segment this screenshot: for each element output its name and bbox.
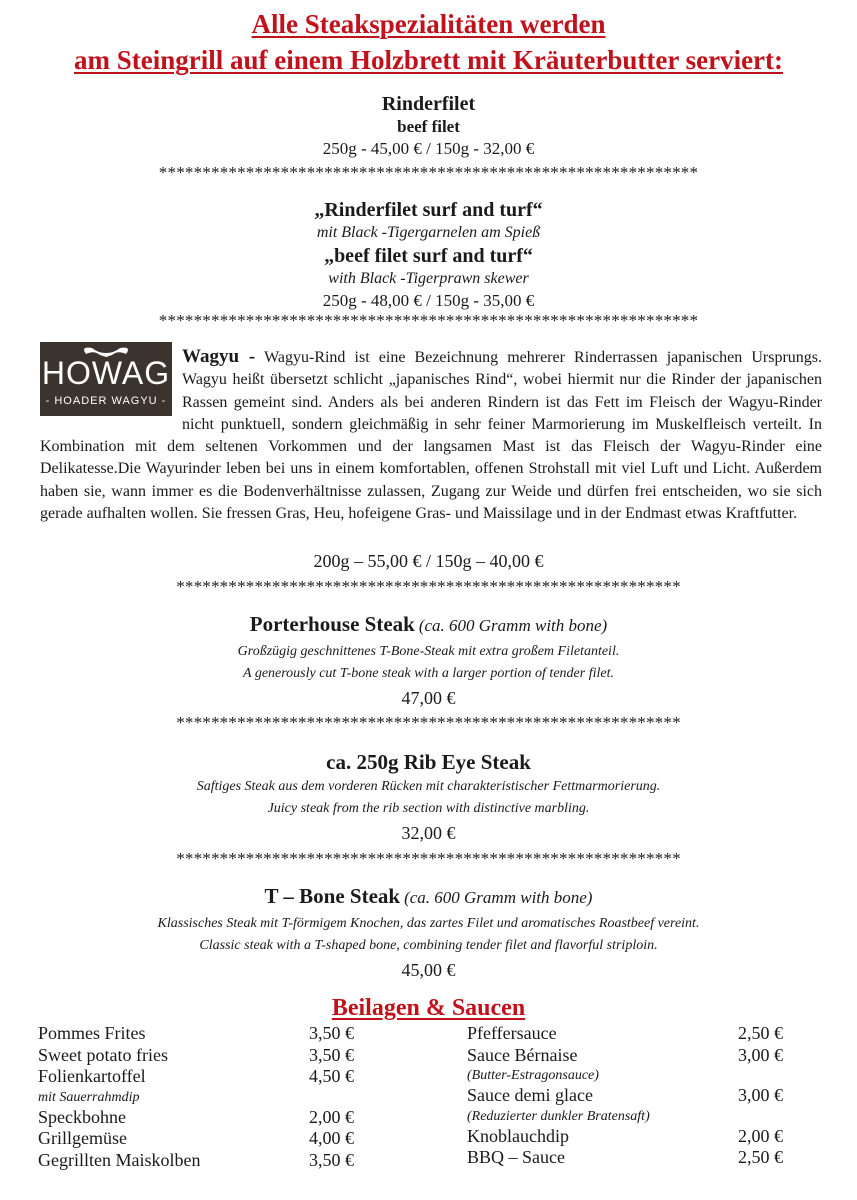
side-item-name: (Reduzierter dunkler Bratensaft) (467, 1108, 650, 1124)
item-desc-de: Klassisches Steak mit T-förmigem Knochen, das zartes Filet und aromatisches Roastbeef vereint. (157, 916, 700, 931)
divider-stars: ************************************************************** (158, 312, 699, 330)
side-item-note (467, 1066, 797, 1085)
side-item-price: 3,00 € (738, 1085, 783, 1105)
side-item-name: (Butter-Estragonsauce) (467, 1068, 599, 1083)
logo-brand: HOWAG (41, 355, 171, 391)
item-price: 47,00 € (401, 688, 456, 708)
side-item (467, 1126, 797, 1148)
item-desc-de: Saftiges Steak aus dem vorderen Rücken mit charakteristischer Fettmarmorierung. (196, 779, 661, 794)
side-item-price: 2,00 € (738, 1125, 783, 1146)
menu-header (0, 6, 857, 78)
divider-stars: ********************************************************** (176, 714, 681, 732)
item-note: (ca. 600 Gramm with bone) (418, 616, 608, 635)
item-price: 250g - 45,00 € / 150g - 32,00 € (322, 139, 535, 158)
wagyu-body: Wagyu-Rind ist eine Bezeichnung mehrerer Rinderrassen japanischen Ursprungs. Wagyu heißt übersetzt schlicht „japanisches Rind“, wobei hiermit nur die Rinder der japanischen Rassen gemeint sind. Anders als bei anderen Rindern ist das Fett im Fleisch der Wagyu-Rinder nicht punktuell, sondern gleichmäßig in sehr feiner Marmorierung im Muskelfleisch verteilt. In Kombination mit dem seltenen Vorkommen und der langsamen Mast ist das Fleisch der Wagyu-Rinder eine Delikatesse.Die Wayurinder leben bei uns in einem komfortablen, offenen Strohstall mit viel Luft und Licht. Außerdem haben sie, wann immer es die Bodenverhältnisse zulassen, Zugang zur Weide und dürfen frei entscheiden, wo sie sich gerade aufhalten wollen. Sie fressen Gras, Heu, hofeigene Gras- und Maissilage und in der Endmast etwas Kraftfutter. (40, 349, 822, 523)
header-line-2: am Steingrill auf einem Holzbrett mit Kräuterbutter serviert: (73, 45, 784, 75)
side-item (38, 1107, 368, 1129)
side-item-name: Folienkartoffel (38, 1066, 146, 1086)
side-item (38, 1045, 368, 1067)
side-item-name: Sweet potato fries (38, 1044, 168, 1065)
wagyu-title: Wagyu - (182, 346, 256, 367)
side-item-price: 4,50 € (309, 1066, 354, 1086)
item-title-en: „beef filet surf and turf“ (324, 245, 533, 267)
side-item-price: 2,50 € (738, 1023, 783, 1043)
item-desc-de: mit Black -Tigergarnelen am Spieß (316, 224, 541, 241)
divider-stars: ************************************************************** (158, 164, 699, 182)
item-desc-en: Juicy steak from the rib section with distinctive marbling. (267, 801, 590, 816)
side-item-price: 2,50 € (738, 1147, 783, 1167)
side-item-name: Knoblauchdip (467, 1125, 569, 1146)
side-item-price: 4,00 € (309, 1128, 354, 1148)
side-item (467, 1045, 797, 1067)
side-item-price: 3,50 € (309, 1023, 354, 1043)
side-item-price: 2,00 € (309, 1106, 354, 1127)
side-item (467, 1023, 797, 1045)
side-item (38, 1150, 368, 1172)
item-price: 250g - 48,00 € / 150g - 35,00 € (322, 291, 535, 310)
item-porterhouse (0, 612, 857, 711)
item-tbone (0, 884, 857, 983)
side-item-name: Grillgemüse (38, 1128, 127, 1148)
wagyu-price: 200g – 55,00 € / 150g – 40,00 € (313, 551, 544, 571)
side-item-price: 3,50 € (309, 1149, 354, 1170)
side-item-name: mit Sauerrahmdip (38, 1089, 140, 1105)
side-item (38, 1066, 368, 1088)
item-desc-en: with Black -Tigerprawn skewer (328, 270, 529, 287)
side-item-name: Sauce demi glace (467, 1085, 593, 1105)
sides-left-column (38, 1023, 368, 1171)
logo-subtitle: - HOADER WAGYU - (45, 395, 167, 407)
item-ribeye (0, 748, 857, 846)
item-price: 32,00 € (401, 823, 456, 843)
item-surf-turf (0, 198, 857, 312)
item-desc-de: Großzügig geschnittenes T-Bone-Steak mit extra großem Filetanteil. (237, 644, 620, 659)
side-item-note (467, 1107, 797, 1126)
divider-stars: ********************************************************** (176, 850, 681, 868)
item-title: „Rinderfilet surf and turf“ (314, 199, 543, 221)
side-item (38, 1128, 368, 1150)
side-item-price: 3,00 € (738, 1044, 783, 1065)
side-item (467, 1085, 797, 1107)
item-rinderfilet (0, 92, 857, 160)
item-price: 45,00 € (401, 960, 456, 980)
item-desc-en: A generously cut T-bone steak with a larger portion of tender filet. (243, 666, 614, 681)
side-item-name: Sauce Bérnaise (467, 1044, 578, 1065)
header-line-1: Alle Steakspezialitäten werden (251, 9, 606, 39)
item-title: Porterhouse Steak (249, 612, 415, 636)
side-item (467, 1147, 797, 1169)
side-item-note (38, 1088, 368, 1107)
side-item (38, 1023, 368, 1045)
divider-stars: ********************************************************** (176, 578, 681, 596)
item-title: Rinderfilet (381, 93, 476, 115)
item-desc-en: Classic steak with a T-shaped bone, combining tender filet and flavorful striploin. (199, 938, 658, 953)
item-title: ca. 250g Rib Eye Steak (326, 750, 531, 774)
side-item-name: Pommes Frites (38, 1023, 146, 1043)
sides-title: Beilagen & Saucen (331, 995, 526, 1021)
side-item-name: BBQ – Sauce (467, 1147, 565, 1167)
item-title: T – Bone Steak (264, 884, 401, 908)
item-subtitle: beef filet (397, 117, 460, 136)
sides-right-column (467, 1023, 797, 1169)
side-item-name: Gegrillten Maiskolben (38, 1149, 201, 1170)
item-note: (ca. 600 Gramm with bone) (404, 888, 593, 907)
wagyu-description (40, 346, 822, 525)
side-item-name: Speckbohne (38, 1106, 126, 1127)
side-item-name: Pfeffersauce (467, 1023, 557, 1043)
side-item-price: 3,50 € (309, 1044, 354, 1065)
